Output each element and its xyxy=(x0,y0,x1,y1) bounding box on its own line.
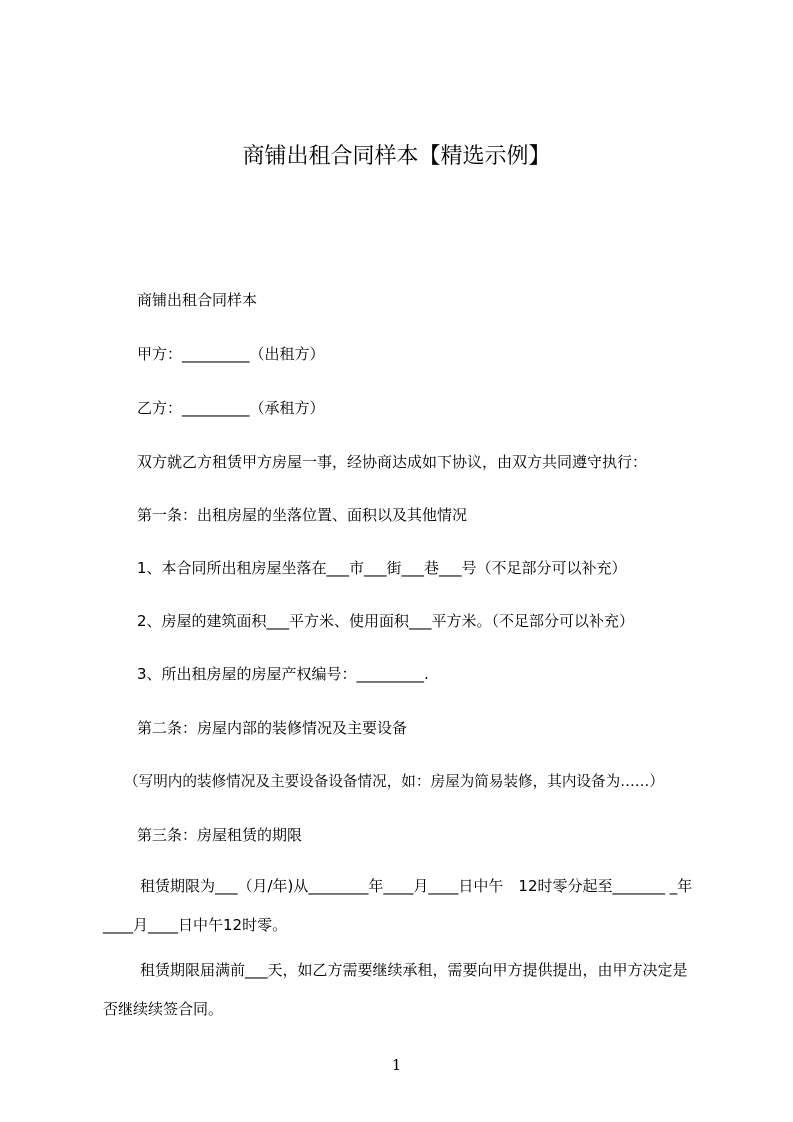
contract-subtitle: 商铺出租合同样本 xyxy=(137,291,258,309)
article-2-note: （写明内的装修情况及主要设备设备情况，如：房屋为简易装修，其内设备为……） xyxy=(124,773,664,790)
article-3-heading: 第三条：房屋租赁的期限 xyxy=(137,826,303,844)
article-2-heading: 第二条：房屋内部的装修情况及主要设备 xyxy=(137,719,408,737)
party-b-line: 乙方：_________（承租方） xyxy=(137,399,325,417)
article-1-item-3: 3、所出租房屋的房屋产权编号：_________. xyxy=(137,665,429,683)
article-1-heading: 第一条：出租房屋的坐落位置、面积以及其他情况 xyxy=(137,506,468,524)
document-title: 商铺出租合同样本【精选示例】 xyxy=(242,144,551,169)
lease-term-paragraph: 租赁期限为___（月/年)从________年____月____日中午 12时零分起至_______ _年____月____日中午12时零。 xyxy=(103,877,693,934)
party-a-line: 甲方：_________（出租方） xyxy=(137,345,325,363)
lease-renewal-paragraph: 租赁期限届满前___天，如乙方需要继续承租，需要向甲方提供提出，由甲方决定是否继续续签合同。 xyxy=(103,961,688,1018)
article-1-item-1: 1、本合同所出租房屋坐落在___市___街___巷___号（不足部分可以补充） xyxy=(137,559,627,577)
agreement-intro: 双方就乙方租赁甲方房屋一事，经协商达成如下协议，由双方共同遵守执行： xyxy=(137,453,648,471)
page-number: 1 xyxy=(391,1056,402,1074)
article-1-item-2: 2、房屋的建筑面积___平方米、使用面积___平方米。（不足部分可以补充） xyxy=(137,612,635,630)
